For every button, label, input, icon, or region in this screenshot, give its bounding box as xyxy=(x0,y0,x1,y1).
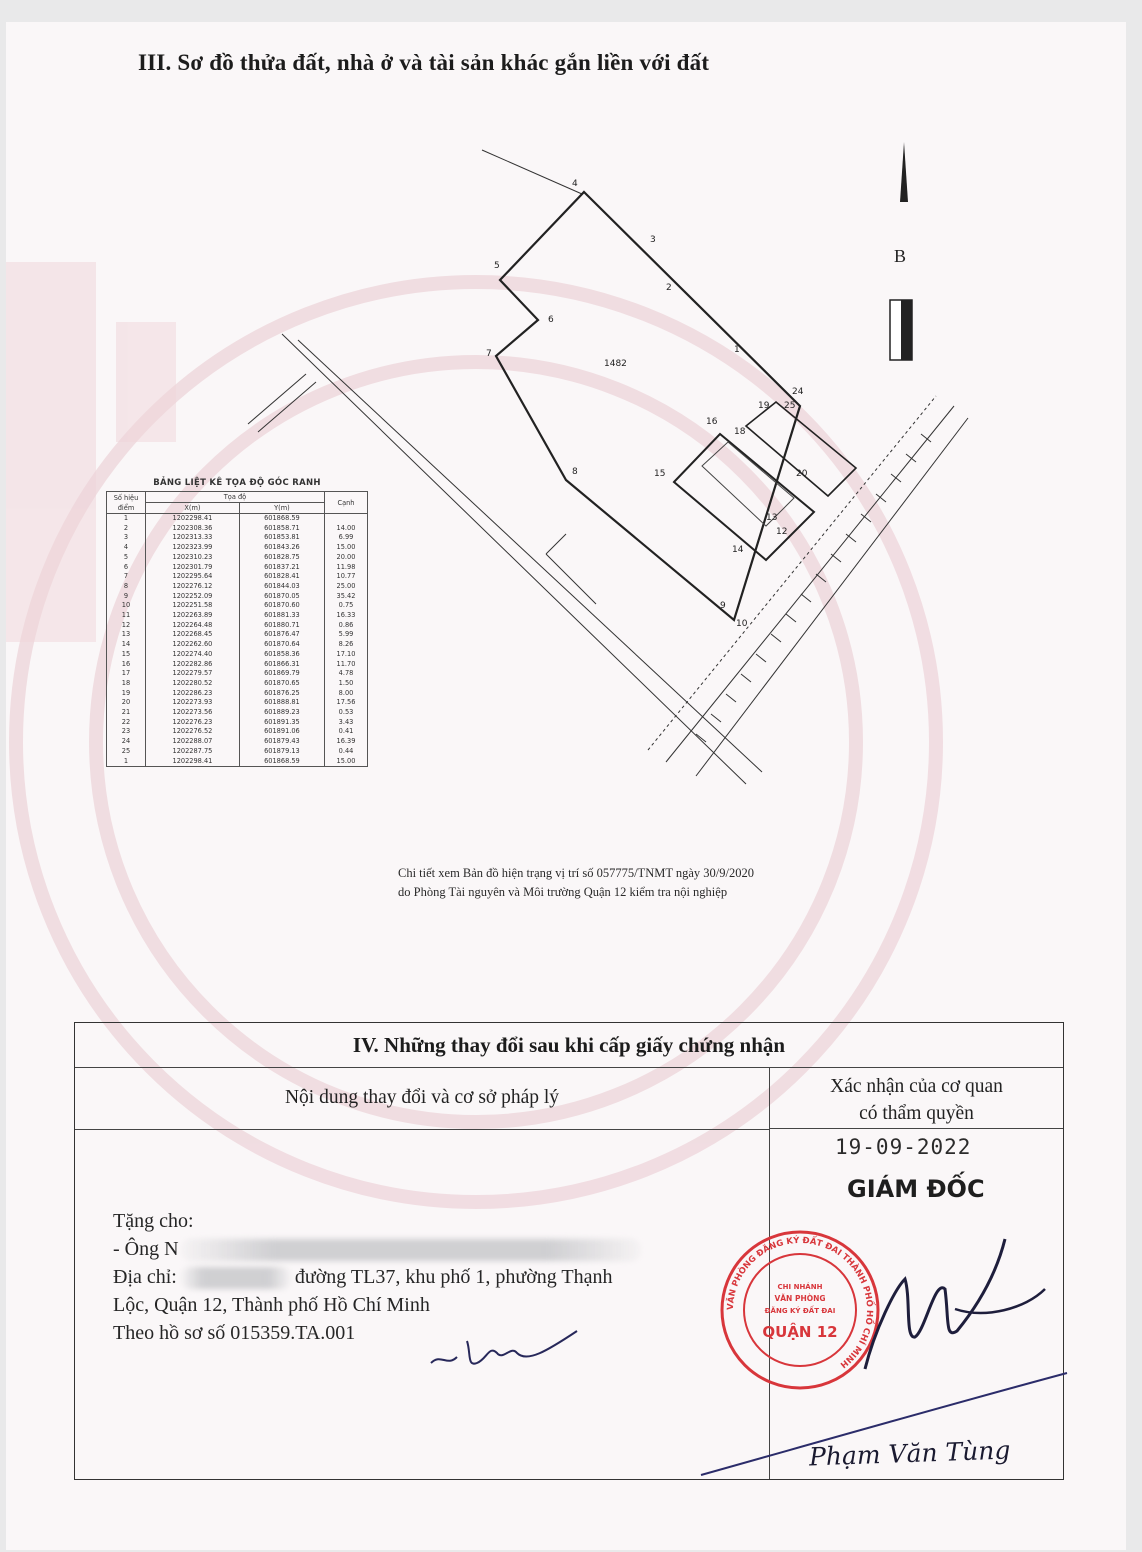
coordinate-row xyxy=(107,630,368,640)
coordinate-row xyxy=(107,582,368,592)
edge-length: 14.00 xyxy=(325,524,368,534)
edge-length: 25.00 xyxy=(325,582,368,592)
x-coord: 1202264.48 xyxy=(146,621,240,631)
point-number: 8 xyxy=(107,582,146,592)
coordinate-row xyxy=(107,757,368,767)
x-coord: 1202274.40 xyxy=(146,650,240,660)
x-coord: 1202276.23 xyxy=(146,718,240,728)
coordinate-row xyxy=(107,727,368,737)
edge-length: 35.42 xyxy=(325,592,368,602)
y-coord: 601879.43 xyxy=(239,737,324,747)
edge-length: 1.50 xyxy=(325,679,368,689)
point-number: 23 xyxy=(107,727,146,737)
svg-text:12: 12 xyxy=(776,527,788,537)
svg-text:14: 14 xyxy=(732,545,744,555)
parcel-outline xyxy=(496,192,800,620)
point-number: 13 xyxy=(107,630,146,640)
confirmation-column-header xyxy=(770,1067,1063,1129)
y-coord: 601891.06 xyxy=(239,727,324,737)
north-label: B xyxy=(894,246,907,266)
coordinate-row xyxy=(107,621,368,631)
edge-length xyxy=(325,514,368,524)
coordinate-row xyxy=(107,669,368,679)
point-number: 16 xyxy=(107,660,146,670)
edge-length: 3.43 xyxy=(325,718,368,728)
stamp-line4: QUẬN 12 xyxy=(762,1323,838,1341)
y-coord: 601876.25 xyxy=(239,689,324,699)
point-number: 18 xyxy=(107,679,146,689)
edge-length: 16.39 xyxy=(325,737,368,747)
x-coord: 1202268.45 xyxy=(146,630,240,640)
parcel-number: 1482 xyxy=(604,359,627,369)
x-coord: 1202273.56 xyxy=(146,708,240,718)
point-number: 12 xyxy=(107,621,146,631)
y-coord: 601891.35 xyxy=(239,718,324,728)
edge-length: 8.00 xyxy=(325,689,368,699)
point-number: 25 xyxy=(107,747,146,757)
y-coord: 601870.64 xyxy=(239,640,324,650)
point-number: 19 xyxy=(107,689,146,699)
svg-text:24: 24 xyxy=(792,387,804,397)
svg-text:6: 6 xyxy=(548,315,554,325)
redacted-address xyxy=(181,1267,291,1289)
y-coord: 601837.21 xyxy=(239,563,324,573)
edge-length: 6.99 xyxy=(325,533,368,543)
coordinate-row xyxy=(107,514,368,524)
coordinate-row xyxy=(107,679,368,689)
edge-length: 8.26 xyxy=(325,640,368,650)
gift-label: Tặng cho: xyxy=(113,1210,194,1232)
point-number: 2 xyxy=(107,524,146,534)
section-4-title: IV. Những thay đổi sau khi cấp giấy chứng nhận xyxy=(75,1023,1063,1068)
plan-note xyxy=(398,864,918,902)
col-point-header: Số hiệu điểm xyxy=(107,492,146,514)
svg-text:25: 25 xyxy=(784,401,796,411)
address-line xyxy=(113,1263,753,1291)
x-coord: 1202323.99 xyxy=(146,543,240,553)
edge-length: 17.56 xyxy=(325,698,368,708)
coordinate-row xyxy=(107,640,368,650)
point-number: 5 xyxy=(107,553,146,563)
certificate-page xyxy=(6,22,1126,1550)
svg-text:7: 7 xyxy=(486,349,492,359)
edge-length: 0.75 xyxy=(325,601,368,611)
x-coord: 1202286.23 xyxy=(146,689,240,699)
point-number: 15 xyxy=(107,650,146,660)
x-coord: 1202251.58 xyxy=(146,601,240,611)
y-coord: 601853.81 xyxy=(239,533,324,543)
y-coord: 601888.81 xyxy=(239,698,324,708)
dossier-line: Theo hồ sơ số 015359.TA.001 xyxy=(113,1322,356,1344)
point-number: 6 xyxy=(107,563,146,573)
plan-note-line2: do Phòng Tài nguyên và Môi trường Quận 12 kiểm tra nội nghiệp xyxy=(398,885,728,899)
coordinate-table xyxy=(106,491,368,767)
point-number: 24 xyxy=(107,737,146,747)
edge-length: 4.78 xyxy=(325,669,368,679)
col-coord-header: Tọa độ xyxy=(146,492,325,503)
point-number: 7 xyxy=(107,572,146,582)
y-coord: 601868.59 xyxy=(239,514,324,524)
x-coord: 1202263.89 xyxy=(146,611,240,621)
redacted-name xyxy=(181,1239,641,1261)
edge-length: 0.41 xyxy=(325,727,368,737)
y-coord: 601880.71 xyxy=(239,621,324,631)
x-coord: 1202273.93 xyxy=(146,698,240,708)
svg-text:16: 16 xyxy=(706,417,718,427)
x-coord: 1202310.23 xyxy=(146,553,240,563)
point-number: 3 xyxy=(107,533,146,543)
changes-column-header: Nội dung thay đổi và cơ sở pháp lý xyxy=(75,1067,770,1130)
svg-text:15: 15 xyxy=(654,469,666,479)
stamp-line1: CHI NHÁNH xyxy=(777,1283,823,1291)
handwritten-initials xyxy=(427,1323,627,1383)
point-number: 1 xyxy=(107,757,146,767)
y-coord: 601844.03 xyxy=(239,582,324,592)
point-number: 10 xyxy=(107,601,146,611)
svg-text:10: 10 xyxy=(736,619,748,629)
coordinate-row xyxy=(107,660,368,670)
svg-text:9: 9 xyxy=(720,601,726,611)
section-3-title: III. Sơ đồ thửa đất, nhà ở và tài sản khác gắn liền với đất xyxy=(138,50,710,75)
edge-length: 11.98 xyxy=(325,563,368,573)
coordinate-row xyxy=(107,563,368,573)
svg-text:20: 20 xyxy=(796,469,808,479)
coordinate-row xyxy=(107,533,368,543)
edge-length: 5.99 xyxy=(325,630,368,640)
point-number: 21 xyxy=(107,708,146,718)
coordinate-row xyxy=(107,553,368,563)
point-number: 17 xyxy=(107,669,146,679)
y-coord: 601843.26 xyxy=(239,543,324,553)
plan-note-line1: Chi tiết xem Bản đồ hiện trạng vị trí số 057775/TNMT ngày 30/9/2020 xyxy=(398,866,754,880)
svg-text:2: 2 xyxy=(666,283,672,293)
svg-text:19: 19 xyxy=(758,401,770,411)
col-y-header: Y(m) xyxy=(239,503,324,514)
coordinate-row xyxy=(107,689,368,699)
edge-length: 11.70 xyxy=(325,660,368,670)
point-number: 22 xyxy=(107,718,146,728)
y-coord: 601870.65 xyxy=(239,679,324,689)
x-coord: 1202262.60 xyxy=(146,640,240,650)
x-coord: 1202252.09 xyxy=(146,592,240,602)
recipient-line xyxy=(113,1235,753,1263)
stamp-line2: VĂN PHÒNG xyxy=(774,1294,826,1303)
coordinate-row xyxy=(107,572,368,582)
edge-length: 16.33 xyxy=(325,611,368,621)
y-coord: 601869.79 xyxy=(239,669,324,679)
point-number: 14 xyxy=(107,640,146,650)
edge-length: 10.77 xyxy=(325,572,368,582)
edge-length: 0.86 xyxy=(325,621,368,631)
address-line-2: Lộc, Quận 12, Thành phố Hồ Chí Minh xyxy=(113,1294,430,1316)
y-coord: 601828.41 xyxy=(239,572,324,582)
col-x-header: X(m) xyxy=(146,503,240,514)
x-coord: 1202276.12 xyxy=(146,582,240,592)
confirmation-header-line1: Xác nhận của cơ quan xyxy=(830,1076,1003,1097)
point-number: 4 xyxy=(107,543,146,553)
x-coord: 1202282.86 xyxy=(146,660,240,670)
svg-text:13: 13 xyxy=(766,513,778,523)
stamp-line3: ĐĂNG KÝ ĐẤT ĐAI xyxy=(764,1307,836,1315)
coordinate-row xyxy=(107,718,368,728)
x-coord: 1202295.64 xyxy=(146,572,240,582)
coordinate-row xyxy=(107,650,368,660)
svg-text:5: 5 xyxy=(494,261,500,271)
y-coord: 601858.36 xyxy=(239,650,324,660)
svg-text:3: 3 xyxy=(650,235,656,245)
coordinate-row xyxy=(107,601,368,611)
signer-name: Phạm Văn Tùng xyxy=(808,1435,1011,1472)
edge-length: 15.00 xyxy=(325,543,368,553)
x-coord: 1202288.07 xyxy=(146,737,240,747)
svg-text:18: 18 xyxy=(734,427,746,437)
y-coord: 601889.23 xyxy=(239,708,324,718)
y-coord: 601858.71 xyxy=(239,524,324,534)
coordinate-table-block xyxy=(106,478,368,767)
point-number: 9 xyxy=(107,592,146,602)
svg-text:4: 4 xyxy=(572,179,578,189)
y-coord: 601870.05 xyxy=(239,592,324,602)
point-number: 11 xyxy=(107,611,146,621)
address-label: Địa chỉ: xyxy=(113,1266,177,1288)
edge-length: 15.00 xyxy=(325,757,368,767)
y-coord: 601866.31 xyxy=(239,660,324,670)
stamp-ring-text: VĂN PHÒNG ĐĂNG KÝ ĐẤT ĐAI THÀNH PHỐ HỒ CHÍ MINH xyxy=(725,1235,875,1370)
x-coord: 1202298.41 xyxy=(146,514,240,524)
y-coord: 601868.59 xyxy=(239,757,324,767)
director-title: GIÁM ĐỐC xyxy=(847,1175,985,1203)
x-coord: 1202301.79 xyxy=(146,563,240,573)
coordinate-row xyxy=(107,592,368,602)
y-coord: 601828.75 xyxy=(239,553,324,563)
y-coord: 601879.13 xyxy=(239,747,324,757)
coordinate-row xyxy=(107,543,368,553)
svg-text:8: 8 xyxy=(572,467,578,477)
address-text: đường TL37, khu phố 1, phường Thạnh xyxy=(294,1266,613,1288)
x-coord: 1202308.36 xyxy=(146,524,240,534)
x-coord: 1202276.52 xyxy=(146,727,240,737)
confirmation-header-line2: có thẩm quyền xyxy=(859,1103,974,1124)
section-4-box xyxy=(74,1022,1064,1480)
point-number: 20 xyxy=(107,698,146,708)
edge-length: 0.44 xyxy=(325,747,368,757)
coordinate-row xyxy=(107,524,368,534)
coordinate-row xyxy=(107,737,368,747)
coordinate-table-title: BẢNG LIỆT KÊ TỌA ĐỘ GÓC RANH xyxy=(153,478,321,488)
coordinate-row xyxy=(107,747,368,757)
col-edge-header: Cạnh xyxy=(325,492,368,514)
svg-text:1: 1 xyxy=(734,345,740,355)
point-number: 1 xyxy=(107,514,146,524)
confirmation-date: 19-09-2022 xyxy=(835,1135,972,1159)
y-coord: 601881.33 xyxy=(239,611,324,621)
recipient-prefix: - Ông N xyxy=(113,1238,179,1260)
x-coord: 1202313.33 xyxy=(146,533,240,543)
coordinate-row xyxy=(107,698,368,708)
x-coord: 1202298.41 xyxy=(146,757,240,767)
x-coord: 1202280.52 xyxy=(146,679,240,689)
x-coord: 1202287.75 xyxy=(146,747,240,757)
x-coord: 1202279.57 xyxy=(146,669,240,679)
y-coord: 601870.60 xyxy=(239,601,324,611)
edge-length: 20.00 xyxy=(325,553,368,563)
coordinate-row xyxy=(107,611,368,621)
y-coord: 601876.47 xyxy=(239,630,324,640)
edge-length: 0.53 xyxy=(325,708,368,718)
coordinate-row xyxy=(107,708,368,718)
edge-length: 17.10 xyxy=(325,650,368,660)
